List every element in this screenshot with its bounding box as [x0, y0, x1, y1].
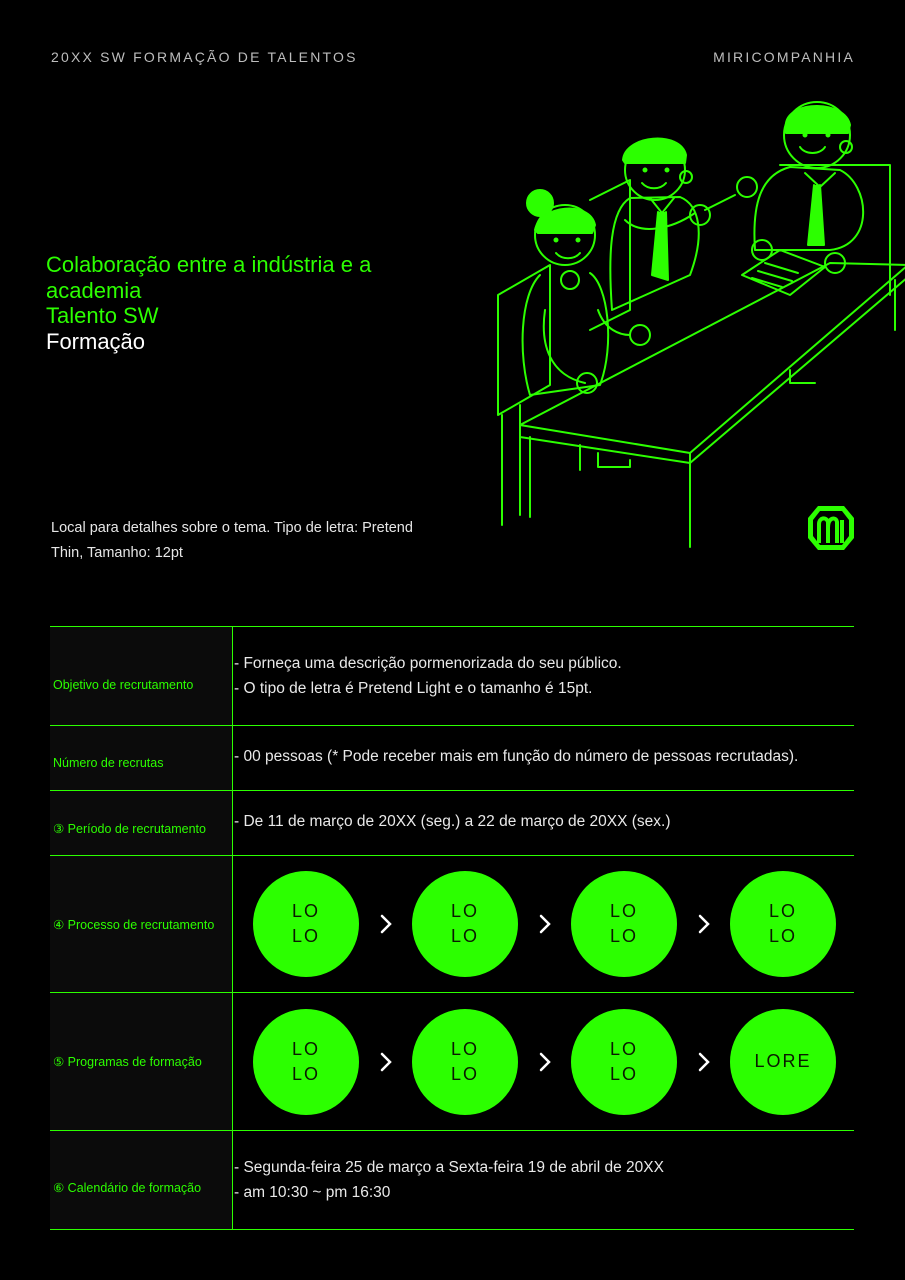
chevron-right-icon: [359, 1050, 412, 1074]
row-label: ⑤ Programas de formação: [50, 993, 233, 1130]
row-label: ⑥ Calendário de formação: [50, 1131, 233, 1229]
step-text: LO: [291, 926, 320, 946]
row-value: [233, 1131, 854, 1229]
step-text: LO: [768, 901, 797, 921]
step-circle: [253, 871, 359, 977]
chevron-right-icon: [677, 1050, 730, 1074]
program-steps: [234, 993, 854, 1130]
chevron-right-icon: [518, 912, 571, 936]
step-text: LO: [450, 1063, 479, 1084]
headline-line-2: Talento SW: [46, 303, 159, 328]
process-steps: [234, 856, 854, 992]
description-line-1: Local para detalhes sobre o tema. Tipo de letra: Pretend: [51, 520, 413, 536]
header-title: 20XX SW FORMAÇÃO DE TALENTOS: [51, 49, 358, 65]
chevron-right-icon: [677, 912, 730, 936]
step-text: LO: [609, 1063, 638, 1084]
step-text: LORE: [754, 1051, 812, 1071]
headline-line-3: Formação: [46, 328, 146, 354]
row-label: Objetivo de recrutamento: [50, 627, 233, 725]
step-circle: [253, 1009, 359, 1115]
step-text: LO: [291, 1038, 320, 1059]
row-value: [233, 791, 854, 855]
company-logo-icon: [806, 504, 856, 552]
row-line: - Segunda-feira 25 de março a Sexta-feira 19 de abril de 20XX: [234, 1159, 664, 1176]
description-line-2: Thin, Tamanho: 12pt: [51, 545, 183, 561]
step-text: LO: [768, 926, 797, 946]
company-name: MIRICOMPANHIA: [713, 49, 855, 65]
table-row: [50, 993, 854, 1131]
table-row: [50, 726, 854, 791]
meeting-illustration: [490, 95, 905, 555]
headline-line-1: Colaboração entre a indústria e a academia: [46, 252, 372, 303]
description: [51, 516, 451, 566]
table-row: [50, 627, 854, 726]
step-text: LO: [609, 926, 638, 946]
step-circle: [412, 1009, 518, 1115]
row-value: [233, 856, 854, 992]
headline: [46, 252, 426, 354]
table-row: [50, 1131, 854, 1230]
step-circle: [571, 1009, 677, 1115]
chevron-right-icon: [518, 1050, 571, 1074]
step-text: LO: [609, 901, 638, 921]
step-text: LO: [450, 901, 479, 921]
step-circle: [412, 871, 518, 977]
step-text: LO: [291, 1063, 320, 1084]
table-row: [50, 856, 854, 993]
step-text: LO: [609, 1038, 638, 1059]
row-line: - am 10:30 ~ pm 16:30: [234, 1184, 391, 1201]
row-line: - De 11 de março de 20XX (seg.) a 22 de março de 20XX (sex.): [234, 813, 671, 830]
row-line: - Forneça uma descrição pormenorizada do seu público.: [234, 655, 622, 672]
chevron-right-icon: [359, 912, 412, 936]
recruitment-table: [50, 626, 854, 1230]
row-label: ③ Período de recrutamento: [50, 791, 233, 855]
row-label: Número de recrutas: [50, 726, 233, 790]
row-value: [233, 726, 854, 790]
step-circle: [730, 1009, 836, 1115]
row-line: - O tipo de letra é Pretend Light e o tamanho é 15pt.: [234, 680, 593, 697]
row-value: [233, 627, 854, 725]
step-circle: [730, 871, 836, 977]
row-line: - 00 pessoas (* Pode receber mais em função do número de pessoas recrutadas).: [234, 748, 799, 765]
step-text: LO: [291, 901, 320, 921]
step-text: LO: [450, 926, 479, 946]
table-row: [50, 791, 854, 856]
step-text: LO: [450, 1038, 479, 1059]
row-label: ④ Processo de recrutamento: [50, 856, 233, 992]
row-value: [233, 993, 854, 1130]
step-circle: [571, 871, 677, 977]
